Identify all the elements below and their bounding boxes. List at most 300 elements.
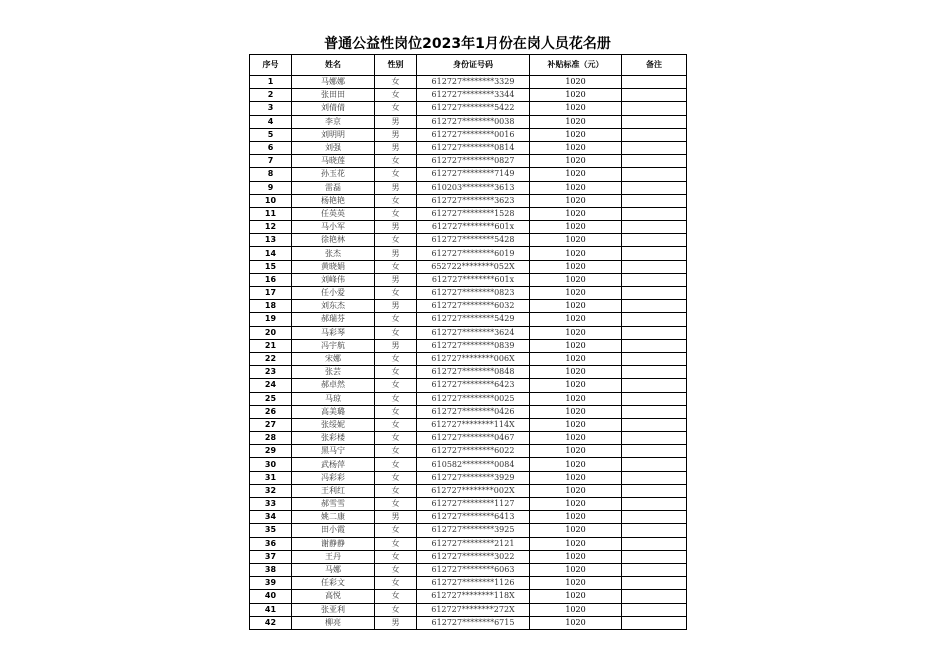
cell-subsidy: 1020 (530, 405, 622, 418)
cell-name: 刘强 (292, 141, 375, 154)
cell-seq: 6 (250, 141, 292, 154)
cell-subsidy: 1020 (530, 128, 622, 141)
cell-seq: 24 (250, 379, 292, 392)
cell-id-number: 612727********0426 (417, 405, 530, 418)
cell-seq: 3 (250, 102, 292, 115)
cell-remarks (622, 563, 687, 576)
cell-gender: 女 (375, 418, 417, 431)
header-gender: 性别 (375, 55, 417, 76)
cell-subsidy: 1020 (530, 484, 622, 497)
table-row (250, 458, 687, 471)
cell-remarks (622, 155, 687, 168)
cell-gender: 女 (375, 234, 417, 247)
cell-id-number: 612727********0025 (417, 392, 530, 405)
cell-name: 任彩文 (292, 577, 375, 590)
cell-seq: 20 (250, 326, 292, 339)
header-seq: 序号 (250, 55, 292, 76)
table-row (250, 207, 687, 220)
cell-name: 黑马宁 (292, 445, 375, 458)
cell-gender: 女 (375, 577, 417, 590)
header-remarks: 备注 (622, 55, 687, 76)
cell-id-number: 612727********601x (417, 221, 530, 234)
cell-subsidy: 1020 (530, 432, 622, 445)
cell-id-number: 612727********0823 (417, 287, 530, 300)
table-row (250, 484, 687, 497)
cell-seq: 16 (250, 273, 292, 286)
cell-seq: 19 (250, 313, 292, 326)
cell-subsidy: 1020 (530, 392, 622, 405)
cell-subsidy: 1020 (530, 313, 622, 326)
cell-name: 马小军 (292, 221, 375, 234)
cell-id-number: 612727********6022 (417, 445, 530, 458)
cell-name: 王利红 (292, 484, 375, 497)
cell-gender: 男 (375, 300, 417, 313)
cell-seq: 41 (250, 603, 292, 616)
table-row (250, 141, 687, 154)
cell-subsidy: 1020 (530, 102, 622, 115)
table-row (250, 379, 687, 392)
cell-subsidy: 1020 (530, 352, 622, 365)
cell-seq: 22 (250, 352, 292, 365)
table-row (250, 300, 687, 313)
cell-name: 马琼 (292, 392, 375, 405)
cell-subsidy: 1020 (530, 207, 622, 220)
cell-remarks (622, 326, 687, 339)
cell-seq: 42 (250, 616, 292, 629)
table-row (250, 76, 687, 89)
table-row (250, 563, 687, 576)
cell-subsidy: 1020 (530, 577, 622, 590)
cell-subsidy: 1020 (530, 590, 622, 603)
cell-subsidy: 1020 (530, 115, 622, 128)
cell-gender: 女 (375, 392, 417, 405)
cell-gender: 男 (375, 339, 417, 352)
cell-subsidy: 1020 (530, 339, 622, 352)
cell-remarks (622, 194, 687, 207)
cell-gender: 男 (375, 115, 417, 128)
cell-gender: 男 (375, 616, 417, 629)
table-row (250, 445, 687, 458)
cell-id-number: 610582********0084 (417, 458, 530, 471)
cell-remarks (622, 445, 687, 458)
cell-seq: 14 (250, 247, 292, 260)
cell-name: 高悦 (292, 590, 375, 603)
cell-seq: 5 (250, 128, 292, 141)
cell-remarks (622, 181, 687, 194)
cell-seq: 26 (250, 405, 292, 418)
cell-gender: 女 (375, 76, 417, 89)
cell-name: 张芸 (292, 366, 375, 379)
cell-name: 高美璐 (292, 405, 375, 418)
cell-seq: 18 (250, 300, 292, 313)
cell-gender: 男 (375, 128, 417, 141)
cell-gender: 男 (375, 141, 417, 154)
cell-subsidy: 1020 (530, 524, 622, 537)
cell-subsidy: 1020 (530, 498, 622, 511)
cell-gender: 女 (375, 458, 417, 471)
table-row (250, 405, 687, 418)
cell-id-number: 612727********7149 (417, 168, 530, 181)
cell-id-number: 612727********5422 (417, 102, 530, 115)
cell-subsidy: 1020 (530, 141, 622, 154)
cell-seq: 36 (250, 537, 292, 550)
table-row (250, 89, 687, 102)
cell-name: 宋娜 (292, 352, 375, 365)
cell-subsidy: 1020 (530, 458, 622, 471)
cell-subsidy: 1020 (530, 247, 622, 260)
roster-table (249, 54, 687, 630)
cell-id-number: 612727********002X (417, 484, 530, 497)
cell-gender: 女 (375, 550, 417, 563)
cell-id-number: 612727********5428 (417, 234, 530, 247)
cell-seq: 28 (250, 432, 292, 445)
cell-seq: 39 (250, 577, 292, 590)
cell-id-number: 612727********3929 (417, 471, 530, 484)
cell-remarks (622, 616, 687, 629)
cell-subsidy: 1020 (530, 445, 622, 458)
table-header-row (250, 55, 687, 76)
cell-gender: 女 (375, 524, 417, 537)
cell-remarks (622, 511, 687, 524)
cell-subsidy: 1020 (530, 234, 622, 247)
cell-remarks (622, 207, 687, 220)
cell-name: 李京 (292, 115, 375, 128)
cell-name: 冯彩彩 (292, 471, 375, 484)
cell-remarks (622, 471, 687, 484)
cell-gender: 男 (375, 247, 417, 260)
cell-remarks (622, 102, 687, 115)
cell-subsidy: 1020 (530, 418, 622, 431)
cell-seq: 40 (250, 590, 292, 603)
cell-id-number: 612727********0016 (417, 128, 530, 141)
cell-id-number: 612727********0467 (417, 432, 530, 445)
table-row (250, 418, 687, 431)
cell-remarks (622, 537, 687, 550)
cell-name: 刘东杰 (292, 300, 375, 313)
cell-seq: 8 (250, 168, 292, 181)
cell-seq: 2 (250, 89, 292, 102)
cell-seq: 23 (250, 366, 292, 379)
cell-id-number: 612727********0839 (417, 339, 530, 352)
cell-name: 武杨萍 (292, 458, 375, 471)
table-row (250, 590, 687, 603)
cell-subsidy: 1020 (530, 471, 622, 484)
cell-gender: 女 (375, 484, 417, 497)
cell-id-number: 612727********3925 (417, 524, 530, 537)
cell-name: 张杰 (292, 247, 375, 260)
cell-subsidy: 1020 (530, 273, 622, 286)
cell-gender: 女 (375, 326, 417, 339)
cell-subsidy: 1020 (530, 616, 622, 629)
cell-name: 柳亮 (292, 616, 375, 629)
cell-id-number: 612727********6063 (417, 563, 530, 576)
cell-remarks (622, 260, 687, 273)
cell-remarks (622, 221, 687, 234)
table-row (250, 603, 687, 616)
table-body (250, 76, 687, 630)
cell-name: 马娜娜 (292, 76, 375, 89)
cell-subsidy: 1020 (530, 181, 622, 194)
cell-gender: 男 (375, 221, 417, 234)
cell-name: 孙玉花 (292, 168, 375, 181)
cell-seq: 34 (250, 511, 292, 524)
header-name: 姓名 (292, 55, 375, 76)
table-row (250, 537, 687, 550)
cell-gender: 女 (375, 287, 417, 300)
cell-id-number: 612727********6413 (417, 511, 530, 524)
cell-name: 冯宇航 (292, 339, 375, 352)
cell-remarks (622, 141, 687, 154)
cell-id-number: 612727********6019 (417, 247, 530, 260)
cell-subsidy: 1020 (530, 76, 622, 89)
cell-remarks (622, 577, 687, 590)
cell-seq: 15 (250, 260, 292, 273)
cell-id-number: 612727********3022 (417, 550, 530, 563)
cell-id-number: 612727********1127 (417, 498, 530, 511)
cell-name: 黄晓娟 (292, 260, 375, 273)
table-row (250, 511, 687, 524)
cell-remarks (622, 273, 687, 286)
table-row (250, 221, 687, 234)
cell-gender: 女 (375, 352, 417, 365)
cell-seq: 21 (250, 339, 292, 352)
cell-seq: 7 (250, 155, 292, 168)
table-row (250, 128, 687, 141)
cell-name: 张彩楼 (292, 432, 375, 445)
cell-subsidy: 1020 (530, 260, 622, 273)
cell-remarks (622, 392, 687, 405)
cell-id-number: 612727********006X (417, 352, 530, 365)
table-row (250, 471, 687, 484)
cell-remarks (622, 524, 687, 537)
cell-gender: 男 (375, 273, 417, 286)
cell-id-number: 612727********114X (417, 418, 530, 431)
cell-seq: 38 (250, 563, 292, 576)
cell-gender: 女 (375, 590, 417, 603)
table-row (250, 313, 687, 326)
cell-remarks (622, 432, 687, 445)
cell-subsidy: 1020 (530, 550, 622, 563)
cell-name: 马娜 (292, 563, 375, 576)
table-row (250, 392, 687, 405)
cell-subsidy: 1020 (530, 89, 622, 102)
cell-id-number: 612727********6423 (417, 379, 530, 392)
cell-remarks (622, 247, 687, 260)
cell-remarks (622, 498, 687, 511)
cell-id-number: 610203********3613 (417, 181, 530, 194)
table-row (250, 366, 687, 379)
table-row (250, 352, 687, 365)
cell-id-number: 612727********1126 (417, 577, 530, 590)
cell-gender: 女 (375, 313, 417, 326)
cell-gender: 男 (375, 511, 417, 524)
cell-seq: 31 (250, 471, 292, 484)
cell-remarks (622, 603, 687, 616)
cell-remarks (622, 405, 687, 418)
cell-remarks (622, 484, 687, 497)
cell-name: 任小爱 (292, 287, 375, 300)
cell-seq: 25 (250, 392, 292, 405)
cell-seq: 10 (250, 194, 292, 207)
cell-name: 张亚利 (292, 603, 375, 616)
cell-remarks (622, 458, 687, 471)
cell-name: 徐艳林 (292, 234, 375, 247)
cell-gender: 女 (375, 102, 417, 115)
document-title: 普通公益性岗位2023年1月份在岗人员花名册 (324, 36, 611, 52)
cell-subsidy: 1020 (530, 537, 622, 550)
cell-name: 刘明明 (292, 128, 375, 141)
cell-gender: 女 (375, 207, 417, 220)
cell-gender: 女 (375, 537, 417, 550)
cell-remarks (622, 168, 687, 181)
cell-id-number: 612727********0848 (417, 366, 530, 379)
header-id-number: 身份证号码 (417, 55, 530, 76)
cell-seq: 30 (250, 458, 292, 471)
cell-remarks (622, 352, 687, 365)
cell-id-number: 612727********0038 (417, 115, 530, 128)
table-row (250, 498, 687, 511)
cell-gender: 女 (375, 498, 417, 511)
cell-subsidy: 1020 (530, 155, 622, 168)
table-row (250, 260, 687, 273)
cell-subsidy: 1020 (530, 221, 622, 234)
cell-id-number: 652722********052X (417, 260, 530, 273)
cell-remarks (622, 76, 687, 89)
table-row (250, 247, 687, 260)
cell-id-number: 612727********601x (417, 273, 530, 286)
table-row (250, 273, 687, 286)
cell-seq: 37 (250, 550, 292, 563)
header-subsidy: 补贴标准（元） (530, 55, 622, 76)
cell-name: 张田田 (292, 89, 375, 102)
table-row (250, 524, 687, 537)
cell-gender: 女 (375, 432, 417, 445)
table-row (250, 339, 687, 352)
cell-subsidy: 1020 (530, 379, 622, 392)
cell-remarks (622, 287, 687, 300)
cell-id-number: 612727********272X (417, 603, 530, 616)
cell-gender: 女 (375, 168, 417, 181)
cell-seq: 29 (250, 445, 292, 458)
cell-name: 杨艳艳 (292, 194, 375, 207)
cell-id-number: 612727********3344 (417, 89, 530, 102)
cell-gender: 女 (375, 89, 417, 102)
cell-id-number: 612727********0814 (417, 141, 530, 154)
table-row (250, 287, 687, 300)
cell-seq: 1 (250, 76, 292, 89)
cell-id-number: 612727********2121 (417, 537, 530, 550)
table-row (250, 102, 687, 115)
table-row (250, 550, 687, 563)
cell-name: 马晓莲 (292, 155, 375, 168)
table-row (250, 616, 687, 629)
cell-name: 王丹 (292, 550, 375, 563)
cell-gender: 女 (375, 603, 417, 616)
cell-remarks (622, 234, 687, 247)
cell-remarks (622, 300, 687, 313)
cell-seq: 9 (250, 181, 292, 194)
cell-id-number: 612727********6715 (417, 616, 530, 629)
cell-name: 田小霞 (292, 524, 375, 537)
cell-subsidy: 1020 (530, 168, 622, 181)
cell-seq: 4 (250, 115, 292, 128)
cell-id-number: 612727********5429 (417, 313, 530, 326)
cell-name: 姚二康 (292, 511, 375, 524)
table-row (250, 168, 687, 181)
cell-remarks (622, 89, 687, 102)
table-row (250, 155, 687, 168)
cell-gender: 女 (375, 194, 417, 207)
cell-subsidy: 1020 (530, 287, 622, 300)
cell-seq: 35 (250, 524, 292, 537)
cell-name: 谢静静 (292, 537, 375, 550)
cell-name: 刘倩倩 (292, 102, 375, 115)
cell-seq: 13 (250, 234, 292, 247)
cell-subsidy: 1020 (530, 603, 622, 616)
cell-name: 郝瑞芬 (292, 313, 375, 326)
cell-remarks (622, 590, 687, 603)
cell-id-number: 612727********6032 (417, 300, 530, 313)
cell-subsidy: 1020 (530, 366, 622, 379)
cell-name: 雷磊 (292, 181, 375, 194)
cell-id-number: 612727********3624 (417, 326, 530, 339)
cell-gender: 女 (375, 445, 417, 458)
cell-subsidy: 1020 (530, 563, 622, 576)
cell-gender: 女 (375, 471, 417, 484)
cell-subsidy: 1020 (530, 511, 622, 524)
cell-id-number: 612727********3623 (417, 194, 530, 207)
cell-seq: 32 (250, 484, 292, 497)
cell-name: 郝雪雪 (292, 498, 375, 511)
cell-name: 郝卓然 (292, 379, 375, 392)
cell-remarks (622, 313, 687, 326)
table-row (250, 194, 687, 207)
cell-remarks (622, 379, 687, 392)
table-row (250, 577, 687, 590)
table-row (250, 432, 687, 445)
cell-subsidy: 1020 (530, 194, 622, 207)
cell-seq: 33 (250, 498, 292, 511)
cell-subsidy: 1020 (530, 326, 622, 339)
cell-seq: 11 (250, 207, 292, 220)
cell-gender: 男 (375, 181, 417, 194)
cell-gender: 女 (375, 405, 417, 418)
table-row (250, 326, 687, 339)
cell-seq: 27 (250, 418, 292, 431)
cell-remarks (622, 550, 687, 563)
cell-remarks (622, 418, 687, 431)
cell-id-number: 612727********118X (417, 590, 530, 603)
cell-remarks (622, 366, 687, 379)
cell-seq: 17 (250, 287, 292, 300)
cell-name: 任英英 (292, 207, 375, 220)
table-row (250, 234, 687, 247)
cell-id-number: 612727********0827 (417, 155, 530, 168)
cell-gender: 女 (375, 563, 417, 576)
cell-remarks (622, 339, 687, 352)
cell-name: 张绥妮 (292, 418, 375, 431)
cell-name: 马彩琴 (292, 326, 375, 339)
cell-gender: 女 (375, 379, 417, 392)
cell-gender: 女 (375, 155, 417, 168)
cell-seq: 12 (250, 221, 292, 234)
cell-name: 刘峰伟 (292, 273, 375, 286)
table-row (250, 115, 687, 128)
cell-gender: 女 (375, 260, 417, 273)
cell-remarks (622, 128, 687, 141)
cell-gender: 女 (375, 366, 417, 379)
table-row (250, 181, 687, 194)
